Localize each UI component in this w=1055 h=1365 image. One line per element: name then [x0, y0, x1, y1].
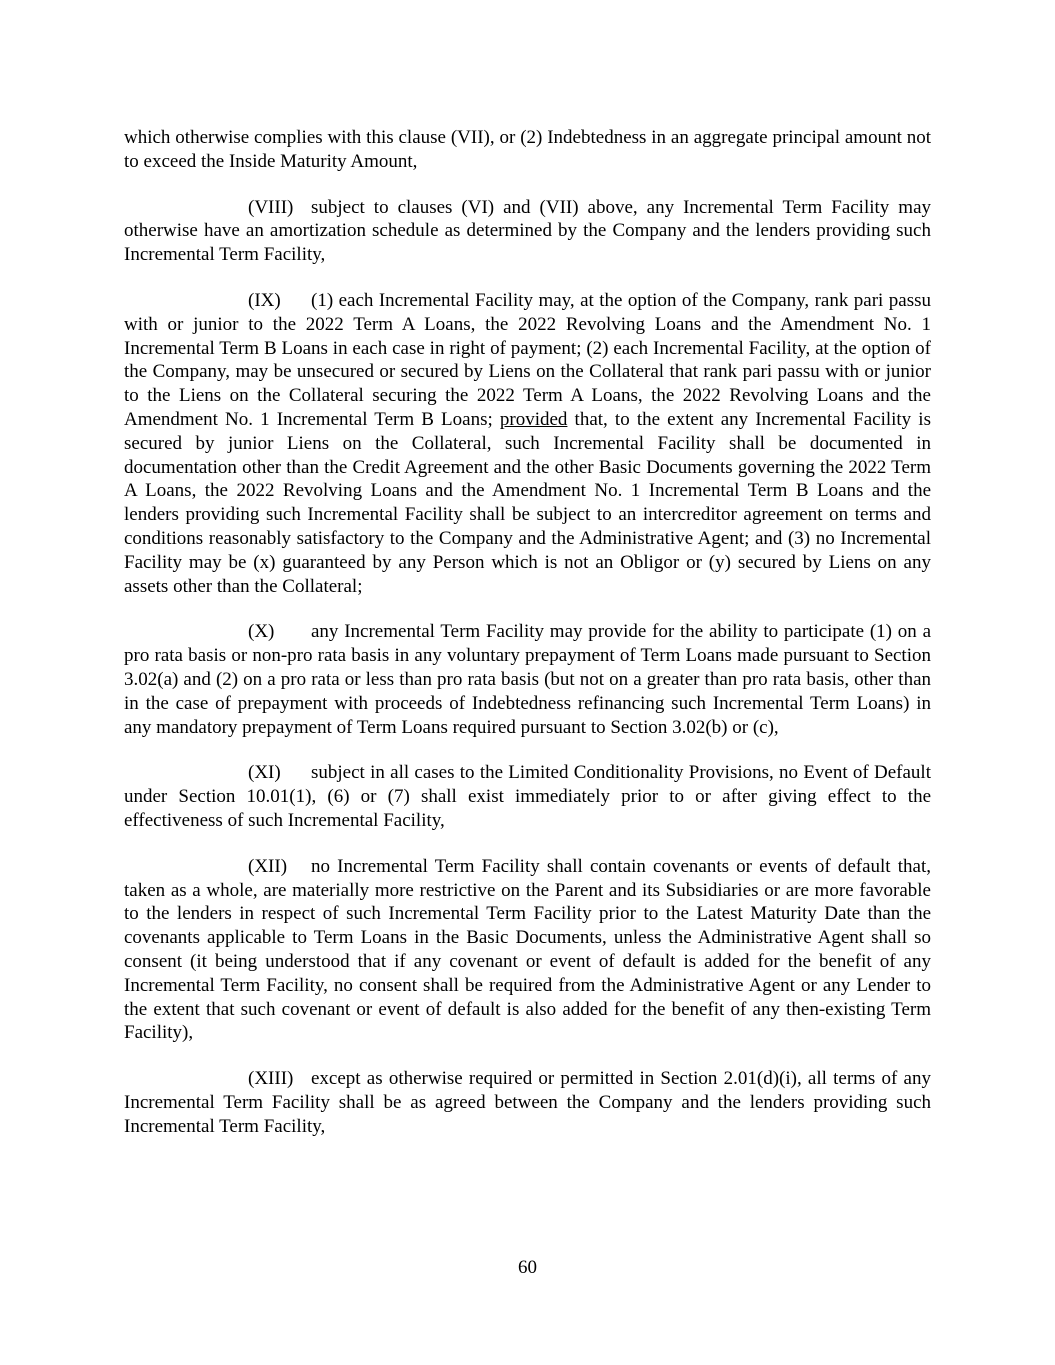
- page-number: 60: [518, 1257, 537, 1278]
- clause-number: (IX): [248, 289, 281, 311]
- paragraph-text: subject to clauses (VI) and (VII) above, any Incremental Term Facility may otherwise have an amortization schedule as determined by the Company and the lenders providing such Incremental Term Facility,: [124, 196, 931, 266]
- clause-number: (XI): [248, 762, 281, 784]
- clause-number: (VIII): [248, 196, 294, 218]
- paragraph-xii: [124, 855, 931, 1045]
- document-page: [124, 126, 931, 1160]
- clause-number: (X): [248, 621, 275, 643]
- paragraph-vii-continuation: [124, 126, 931, 174]
- paragraph-x: [124, 620, 931, 739]
- paragraph-viii: [124, 196, 931, 267]
- paragraph-text: subject in all cases to the Limited Conditionality Provisions, no Event of Default under Section 10.01(1), (6) or (7) shall exist immediately prior to or after giving effect to the effectiveness of such Incremental Facility,: [124, 762, 931, 831]
- paragraph-text: (1) each Incremental Facility may, at the option of the Company, rank pari passu with or junior to the 2022 Term A Loans, the 2022 Revolving Loans and the Amendment No. 1 Incremental Term B Loans in each case in right of payment; (2) each Incremental Facility, at the option of the Company, may be unsecured or secured by Liens on the Collateral that rank pari passu with or junior to the Liens on the Collateral securing the 2022 Term A Loans, the 2022 Revolving Loans and the Amendment No. 1 Incremental Term B Loans;: [124, 289, 931, 430]
- paragraph-text: which otherwise complies with this clause (VII), or (2) Indebtedness in an aggregate principal amount not to exceed the Inside Maturity Amount,: [124, 127, 931, 172]
- paragraph-text: except as otherwise required or permitted in Section 2.01(d)(i), all terms of any Incremental Term Facility shall be as agreed between the Company and the lenders providing such Incremental Term Facility,: [124, 1068, 931, 1137]
- underlined-term: provided: [499, 408, 568, 430]
- paragraph-text: that, to the extent any Incremental Facility is secured by junior Liens on the Collateral, such Incremental Facility shall be documented in documentation other than the Credit Agreement and the other Basic Documents governing the 2022 Term A Loans, the 2022 Revolving Loans and the Amendment No. 1 Incremental Term B Loans and the lenders providing such Incremental Facility shall be subject to an intercreditor agreement on terms and conditions reasonably satisfactory to the Company and the Administrative Agent; and (3) no Incremental Facility may be (x) guaranteed by any Person which is not an Obligor or (y) secured by Liens on any assets other than the Collateral;: [124, 408, 931, 597]
- clause-number: (XIII): [248, 1068, 294, 1090]
- paragraph-ix: [124, 289, 931, 598]
- paragraph-xi: [124, 761, 931, 832]
- paragraph-text: no Incremental Term Facility shall contain covenants or events of default that, taken as a whole, are materially more restrictive on the Parent and its Subsidiaries or are more favorable to the lenders in respect of such Incremental Term Facility prior to the Latest Maturity Date than the covenants applicable to Term Loans in the Basic Documents, unless the Administrative Agent shall so consent (it being understood that if any covenant or event of default is added for the benefit of any Incremental Term Facility, no consent shall be required from the Administrative Agent or any Lender to the extent that such covenant or event of default is also added for the benefit of any then-existing Term Facility),: [124, 855, 931, 1044]
- clause-number: (XII): [248, 855, 288, 877]
- paragraph-xiii: [124, 1067, 931, 1138]
- paragraph-text: any Incremental Term Facility may provide for the ability to participate (1) on a pro rata basis or non-pro rata basis in any voluntary prepayment of Term Loans made pursuant to Section 3.02(a) and (2) on a pro rata or less than pro rata basis (but not on a greater than pro rata basis, other than in the case of prepayment with proceeds of Indebtedness refinancing such Incremental Term Loans) in any mandatory prepayment of Term Loans required pursuant to Section 3.02(b) or (c),: [124, 621, 931, 738]
